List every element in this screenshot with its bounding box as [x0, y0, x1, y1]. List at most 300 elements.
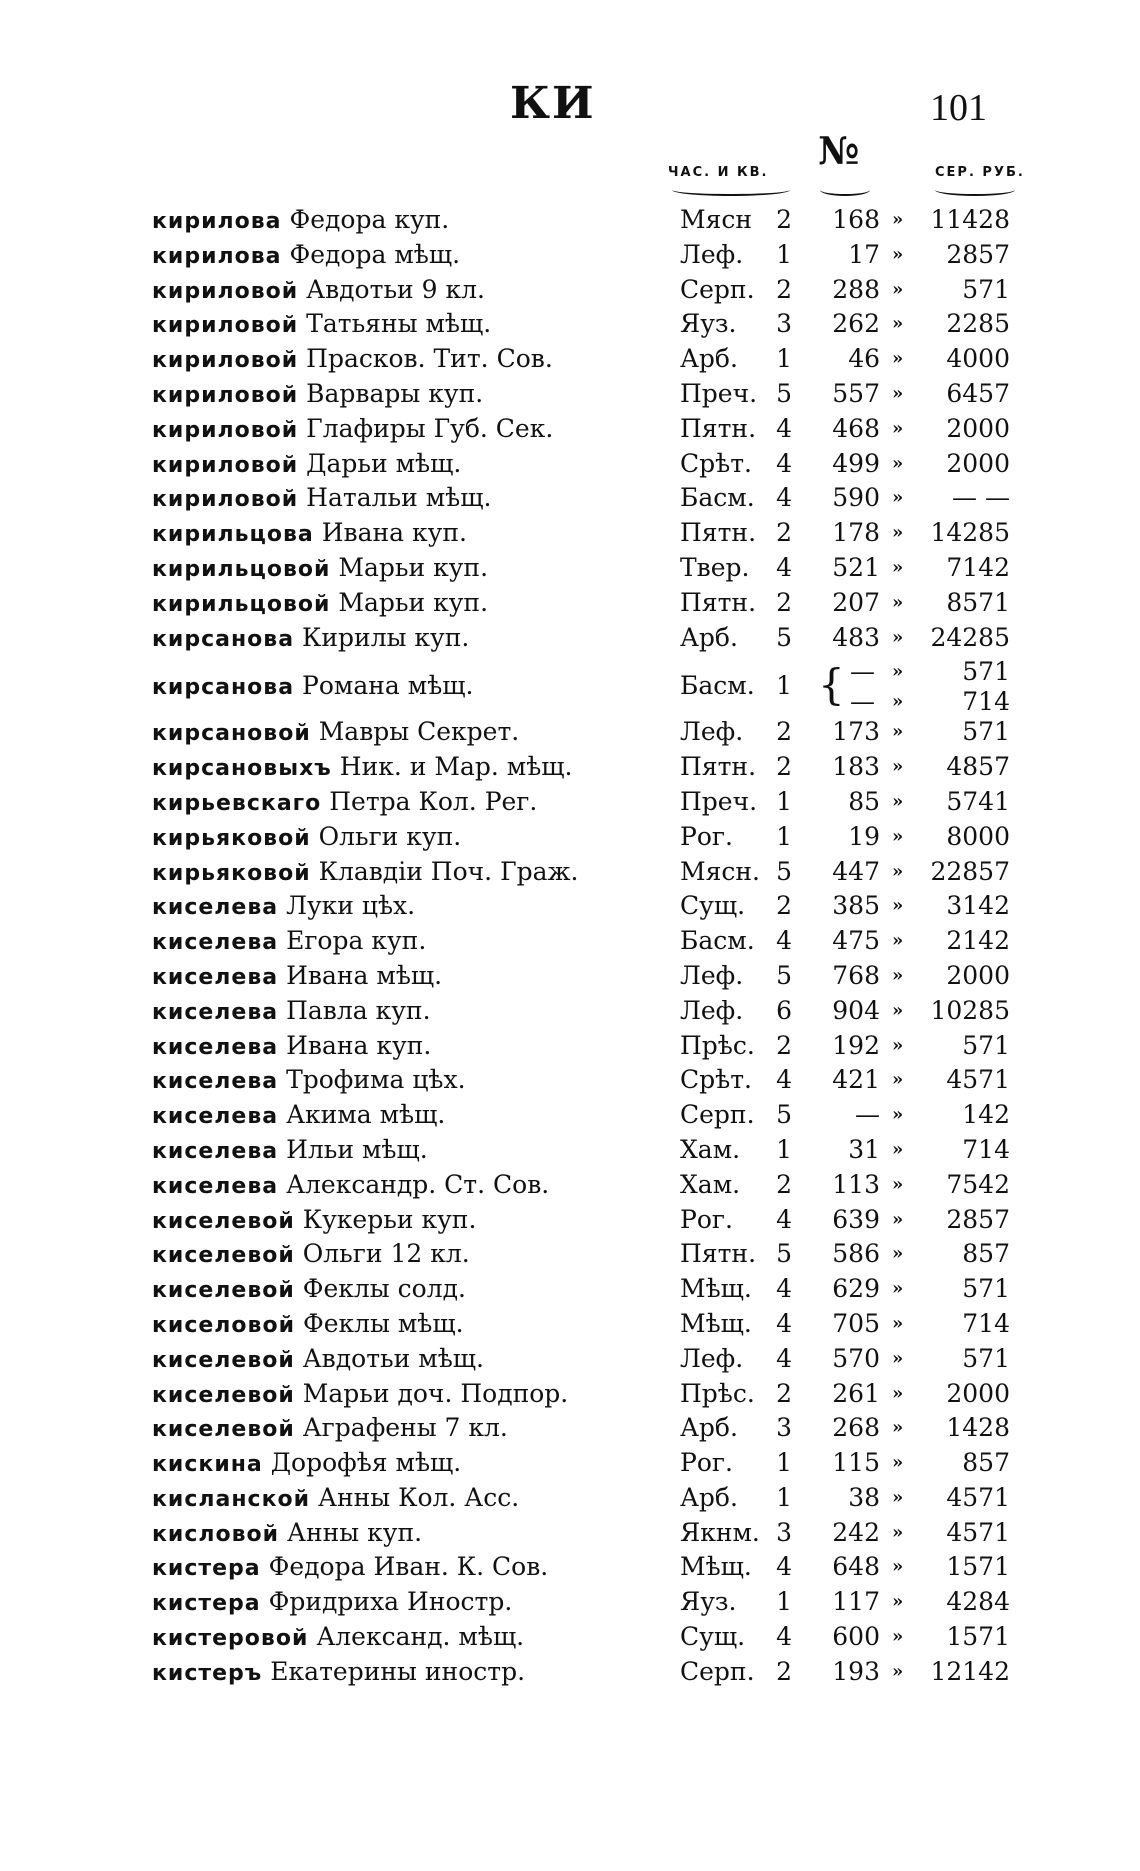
- entry-part-number: 3: [776, 309, 792, 339]
- entry-name: [152, 1585, 512, 1621]
- entry-part-name: Серп.: [680, 1656, 755, 1686]
- entry-name: [152, 1550, 548, 1586]
- entry-part-number: 1: [776, 1587, 792, 1617]
- entry-surname: киселева: [152, 964, 279, 990]
- entry-surname: киселева: [152, 1069, 279, 1095]
- entry-part: [680, 994, 792, 1028]
- entry-rubles: 571: [962, 717, 1010, 747]
- entry-part: [680, 1516, 792, 1550]
- entry-part-name: Пятн.: [680, 518, 757, 548]
- entry-number-dash: —: [850, 687, 875, 717]
- table-row: [0, 959, 1140, 994]
- entry-rubles: 11428: [930, 205, 1010, 234]
- table-row: [0, 1063, 1140, 1098]
- entry-surname: кистера: [152, 1556, 261, 1582]
- entry-part-name: Пятн.: [680, 413, 757, 443]
- entry-surname: киселевой: [152, 1243, 295, 1269]
- entry-given-name: Глафиры Губ. Сек.: [306, 413, 554, 443]
- entry-number: 19: [848, 821, 880, 851]
- entry-rubles: 2000: [946, 960, 1010, 990]
- entry-part-number: 2: [776, 1656, 792, 1686]
- entry-rubles: 5741: [946, 786, 1010, 816]
- entry-ditto-mark: »: [892, 964, 904, 986]
- entry-part-number: 4: [776, 1343, 792, 1373]
- entry-part-number: 4: [776, 1622, 792, 1652]
- entry-number: 629: [832, 1274, 880, 1304]
- table-row: [0, 1307, 1140, 1342]
- entry-ditto-mark: »: [892, 895, 904, 917]
- entry-part: [680, 924, 792, 958]
- entry-given-name: Романа мѣщ.: [302, 671, 474, 701]
- entry-surname: киселевой: [152, 1347, 295, 1373]
- entry-part-name: Пятн.: [680, 1239, 757, 1269]
- entry-number: 242: [832, 1517, 880, 1547]
- entry-ditto-mark: »: [892, 1417, 904, 1439]
- entry-rubles: 4857: [946, 752, 1010, 782]
- entry-given-name: Трофима цѣх.: [286, 1065, 466, 1095]
- entry-part-name: Срѣт.: [680, 1065, 752, 1095]
- entry-rubles: 4000: [946, 344, 1010, 374]
- entry-part-number: 4: [776, 1308, 792, 1338]
- entry-given-name: Марьи куп.: [338, 587, 489, 617]
- entry-ditto-mark: »: [892, 243, 904, 265]
- entry-ditto-mark: »: [892, 313, 904, 335]
- entry-given-name: Феклы мѣщ.: [302, 1308, 464, 1338]
- entry-part-number: 3: [776, 1517, 792, 1547]
- entry-name: [152, 1307, 464, 1343]
- entry-part-number: 5: [776, 856, 792, 886]
- entry-given-name: Павла куп.: [286, 995, 431, 1025]
- entry-part-number: 2: [776, 752, 792, 782]
- entry-surname: киселевой: [152, 1208, 295, 1234]
- entry-part: [680, 551, 792, 585]
- entry-rubles: 8000: [946, 821, 1010, 851]
- table-row: [0, 1133, 1140, 1168]
- entry-surname: кистеръ: [152, 1660, 263, 1686]
- entry-part: [680, 1655, 792, 1689]
- entry-number: 586: [832, 1239, 880, 1269]
- entry-surname: кириловой: [152, 452, 299, 478]
- entry-ditto-mark: »: [892, 487, 904, 509]
- entry-name: [152, 959, 442, 995]
- entry-surname: кирильцовой: [152, 591, 331, 617]
- table-row: [0, 820, 1140, 855]
- entry-part: [680, 307, 792, 341]
- entry-name: [152, 1272, 466, 1308]
- entry-rubles: 4571: [946, 1065, 1010, 1095]
- entry-rubles: 714: [962, 687, 1010, 717]
- entry-part: [680, 1307, 792, 1341]
- table-row: [0, 715, 1140, 750]
- entry-part: [680, 238, 792, 272]
- table-row: [0, 1237, 1140, 1272]
- entry-part-name: Сущ.: [680, 1622, 746, 1652]
- entry-part-number: 2: [776, 587, 792, 617]
- entry-ditto-mark: »: [892, 278, 904, 300]
- entry-part-name: Хам.: [680, 1169, 741, 1199]
- entry-surname: кирьяковой: [152, 825, 311, 851]
- entry-ditto-mark: »: [892, 1521, 904, 1543]
- entry-rubles: 22857: [930, 856, 1010, 886]
- entry-ditto-mark: »: [892, 1486, 904, 1508]
- entry-number: 17: [848, 239, 880, 269]
- entry-brace: {: [818, 660, 845, 710]
- entry-part: [680, 447, 792, 481]
- entry-name: [152, 1133, 428, 1169]
- entry-rubles: 4571: [946, 1482, 1010, 1512]
- entry-surname: кириловой: [152, 313, 299, 339]
- entry-ditto-mark: »: [892, 1243, 904, 1265]
- entry-given-name: Дарьи мѣщ.: [306, 448, 462, 478]
- entry-part-name: Мѣщ.: [680, 1308, 752, 1338]
- entry-ditto-mark: »: [892, 556, 904, 578]
- table-row: [0, 203, 1140, 238]
- entry-number: 46: [848, 344, 880, 374]
- entry-part-number: 4: [776, 483, 792, 513]
- entry-name: [152, 669, 473, 705]
- entry-part: [680, 1029, 792, 1063]
- entry-part-number: 4: [776, 1065, 792, 1095]
- entry-rubles: 24285: [930, 622, 1010, 652]
- entry-ditto-mark: »: [892, 999, 904, 1021]
- entry-rubles: 6457: [946, 378, 1010, 408]
- table-row: [0, 1585, 1140, 1620]
- entry-rubles: 12142: [930, 1656, 1010, 1686]
- entry-part-name: Серп.: [680, 1100, 755, 1130]
- entry-part: [680, 1168, 792, 1202]
- entry-given-name: Дорофѣя мѣщ.: [270, 1448, 462, 1478]
- table-row: [0, 1377, 1140, 1412]
- entry-rubles: 2857: [946, 1204, 1010, 1234]
- entry-number: 115: [832, 1448, 880, 1478]
- entry-name: [152, 1446, 461, 1482]
- entry-given-name: Кирилы куп.: [302, 622, 470, 652]
- table-row: [0, 1655, 1140, 1690]
- entry-part: [680, 342, 792, 376]
- entry-part-name: Яуз.: [680, 309, 737, 339]
- entry-ditto-mark: »: [892, 661, 904, 683]
- entry-surname: кистера: [152, 1591, 261, 1617]
- entry-part-name: Рог.: [680, 1204, 733, 1234]
- entry-part-name: Леф.: [680, 717, 744, 747]
- entry-surname: кириловой: [152, 417, 299, 443]
- table-row: [0, 785, 1140, 820]
- entry-rubles: 14285: [930, 518, 1010, 548]
- entry-part-number: 1: [776, 1448, 792, 1478]
- entry-number: 183: [832, 752, 880, 782]
- entry-name: [152, 1098, 445, 1134]
- table-row: [0, 655, 1140, 715]
- entry-part-name: Прѣс.: [680, 1030, 755, 1060]
- table-row: [0, 1411, 1140, 1446]
- entry-name: [152, 1342, 484, 1378]
- entry-name: [152, 1516, 422, 1552]
- entry-given-name: Прасков. Тит. Сов.: [306, 344, 553, 374]
- entry-part-number: 1: [776, 786, 792, 816]
- entry-part: [680, 1411, 792, 1445]
- entry-part-number: 2: [776, 891, 792, 921]
- table-row: [0, 447, 1140, 482]
- table-row: [0, 1446, 1140, 1481]
- entry-ditto-mark: »: [892, 1278, 904, 1300]
- entry-number: 193: [832, 1656, 880, 1686]
- entry-part: [680, 669, 792, 703]
- entry-name: [152, 307, 491, 343]
- entry-part-number: 4: [776, 1204, 792, 1234]
- table-row: [0, 1516, 1140, 1551]
- entry-number: 904: [832, 995, 880, 1025]
- entry-part-number: 4: [776, 552, 792, 582]
- entry-given-name: Федора мѣщ.: [289, 239, 461, 269]
- entry-number: 117: [832, 1587, 880, 1617]
- table-row: [0, 889, 1140, 924]
- entry-part: [680, 1063, 792, 1097]
- table-row: [0, 1203, 1140, 1238]
- entry-ditto-mark: »: [892, 756, 904, 778]
- column-header-number: №: [818, 128, 860, 173]
- entry-rubles: 1428: [946, 1413, 1010, 1443]
- entry-part: [680, 1237, 792, 1271]
- entry-ditto-mark: »: [892, 1660, 904, 1682]
- entry-given-name: Мавры Секрет.: [318, 717, 520, 747]
- entry-part-name: Преч.: [680, 378, 758, 408]
- table-row: [0, 1342, 1140, 1377]
- entry-rubles: 1571: [946, 1552, 1010, 1582]
- entry-surname: кирсановой: [152, 721, 311, 747]
- entry-part-number: 1: [776, 1482, 792, 1512]
- entry-name: [152, 1655, 525, 1691]
- entry-given-name: Татьяны мѣщ.: [306, 309, 492, 339]
- table-row: [0, 1481, 1140, 1516]
- entry-part: [680, 959, 792, 993]
- entry-ditto-mark: »: [892, 1382, 904, 1404]
- entry-surname: кисловой: [152, 1521, 280, 1547]
- entry-name: [152, 551, 488, 587]
- entry-part-number: 4: [776, 1552, 792, 1582]
- entry-ditto-mark: »: [892, 930, 904, 952]
- table-row: [0, 342, 1140, 377]
- entry-part: [680, 621, 792, 655]
- entry-ditto-mark: »: [892, 591, 904, 613]
- entry-given-name: Акима мѣщ.: [286, 1100, 446, 1130]
- entry-surname: кирьевскаго: [152, 790, 322, 816]
- entry-name: [152, 1237, 470, 1273]
- table-row: [0, 551, 1140, 586]
- entry-part-name: Хам.: [680, 1134, 741, 1164]
- table-row: [0, 994, 1140, 1029]
- entry-given-name: Анны куп.: [287, 1517, 423, 1547]
- entry-part-number: 1: [776, 239, 792, 269]
- entry-part-number: 1: [776, 821, 792, 851]
- entry-rubles: 857: [962, 1448, 1010, 1478]
- entry-name: [152, 855, 578, 891]
- entry-part-name: Преч.: [680, 786, 758, 816]
- entry-given-name: Ивана куп.: [286, 1030, 432, 1060]
- entry-part: [680, 1481, 792, 1515]
- table-row: [0, 1550, 1140, 1585]
- entry-given-name: Егора куп.: [286, 926, 427, 956]
- entry-given-name: Авдотьи мѣщ.: [302, 1343, 484, 1373]
- entry-number: 113: [832, 1169, 880, 1199]
- entry-given-name: Екатерины иностр.: [270, 1656, 526, 1686]
- column-brace-rubles: [935, 184, 1015, 196]
- entry-part: [680, 1620, 792, 1654]
- entry-ditto-mark: »: [892, 1069, 904, 1091]
- entry-given-name: Александр. Ст. Сов.: [286, 1169, 550, 1199]
- entry-surname: киселева: [152, 895, 279, 921]
- entry-surname: кискина: [152, 1452, 263, 1478]
- entry-rubles: 571: [962, 657, 1010, 687]
- entry-part-name: Пятн.: [680, 752, 757, 782]
- entry-surname: киселева: [152, 1173, 279, 1199]
- entry-ditto-mark: »: [892, 1208, 904, 1230]
- entry-rubles: 142: [962, 1100, 1010, 1130]
- table-row: [0, 1620, 1140, 1655]
- entry-surname: кириловой: [152, 382, 299, 408]
- entry-ditto-mark: »: [892, 522, 904, 544]
- entry-ditto-mark: »: [892, 691, 904, 713]
- entry-part-number: 6: [776, 995, 792, 1025]
- entry-part-name: Мѣщ.: [680, 1274, 752, 1304]
- entry-given-name: Натальи мѣщ.: [306, 483, 492, 513]
- entry-given-name: Ник. и Мар. мѣщ.: [339, 752, 573, 782]
- table-row: [0, 307, 1140, 342]
- entry-part-number: 1: [776, 671, 792, 701]
- entry-part-number: 2: [776, 518, 792, 548]
- entry-name: [152, 1168, 549, 1204]
- entry-part: [680, 412, 792, 446]
- entry-given-name: Александ. мѣщ.: [316, 1622, 525, 1652]
- entry-surname: кирсанова: [152, 626, 295, 652]
- entry-number: 648: [832, 1552, 880, 1582]
- entry-part-name: Яуз.: [680, 1587, 737, 1617]
- entry-part-number: 2: [776, 205, 792, 234]
- entry-number: 557: [832, 378, 880, 408]
- entry-part-name: Арб.: [680, 1413, 738, 1443]
- column-brace-part: [672, 184, 790, 196]
- entry-part: [680, 377, 792, 411]
- entry-name: [152, 481, 491, 517]
- entry-given-name: Федора куп.: [289, 205, 450, 234]
- entry-surname: киселевой: [152, 1382, 295, 1408]
- entry-surname: кирьяковой: [152, 860, 311, 886]
- entry-part-name: Серп.: [680, 274, 755, 304]
- entry-part: [680, 1203, 792, 1237]
- entry-name: [152, 785, 537, 821]
- entry-part-name: Арб.: [680, 1482, 738, 1512]
- entry-name: [152, 621, 469, 657]
- entry-ditto-mark: »: [892, 1591, 904, 1613]
- entry-rubles: 571: [962, 1274, 1010, 1304]
- entry-part-number: 5: [776, 1100, 792, 1130]
- entry-ditto-mark: »: [892, 1347, 904, 1369]
- entry-part-name: Леф.: [680, 1343, 744, 1373]
- entry-rubles: 2857: [946, 239, 1010, 269]
- entry-ditto-mark: »: [892, 1173, 904, 1195]
- entry-part-number: 5: [776, 960, 792, 990]
- entry-surname: киселева: [152, 1034, 279, 1060]
- table-row: [0, 238, 1140, 273]
- table-row: [0, 273, 1140, 308]
- entry-part: [680, 1272, 792, 1306]
- entry-ditto-mark: »: [892, 721, 904, 743]
- table-row: [0, 855, 1140, 890]
- entry-name: [152, 994, 431, 1030]
- entry-part-name: Сущ.: [680, 891, 746, 921]
- entry-part: [680, 1550, 792, 1584]
- entry-name: [152, 715, 519, 751]
- table-row: [0, 1098, 1140, 1133]
- entry-ditto-mark: »: [892, 382, 904, 404]
- entry-part-name: Арб.: [680, 622, 738, 652]
- entry-part-number: 2: [776, 274, 792, 304]
- entry-part-name: Басм.: [680, 926, 755, 956]
- entry-part-name: Леф.: [680, 239, 744, 269]
- entry-surname: кирильцовой: [152, 556, 331, 582]
- table-row: [0, 516, 1140, 551]
- entry-part-number: 5: [776, 1239, 792, 1269]
- entry-rubles: 8571: [946, 587, 1010, 617]
- entry-rubles: 10285: [930, 995, 1010, 1025]
- entry-number: 288: [832, 274, 880, 304]
- entry-number: 468: [832, 413, 880, 443]
- entry-number: 483: [832, 622, 880, 652]
- entry-name: [152, 377, 483, 413]
- entry-part: [680, 1133, 792, 1167]
- entry-name: [152, 238, 460, 274]
- entry-given-name: Ивана мѣщ.: [286, 960, 443, 990]
- entry-given-name: Варвары куп.: [306, 378, 484, 408]
- entry-ditto-mark: »: [892, 1138, 904, 1160]
- entry-part-number: 2: [776, 1378, 792, 1408]
- entry-number: 639: [832, 1204, 880, 1234]
- entry-part: [680, 889, 792, 923]
- entry-surname: кирсанова: [152, 675, 295, 701]
- entry-name: [152, 1481, 519, 1517]
- entry-given-name: Фридриха Иностр.: [268, 1587, 513, 1617]
- entry-ditto-mark: »: [892, 1452, 904, 1474]
- entry-number: 178: [832, 518, 880, 548]
- entry-ditto-mark: »: [892, 348, 904, 370]
- entry-name: [152, 516, 467, 552]
- entry-number: 570: [832, 1343, 880, 1373]
- entry-rubles: 2142: [946, 926, 1010, 956]
- entry-rubles: 7142: [946, 552, 1010, 582]
- entry-surname: кириловой: [152, 348, 299, 374]
- entry-surname: кириловой: [152, 487, 299, 513]
- entry-surname: киселевой: [152, 1278, 295, 1304]
- entry-rubles: 714: [962, 1134, 1010, 1164]
- entry-part: [680, 481, 792, 515]
- entry-part: [680, 1342, 792, 1376]
- entry-part: [680, 273, 792, 307]
- entry-part-number: 3: [776, 1413, 792, 1443]
- entry-given-name: Анны Кол. Асс.: [318, 1482, 520, 1512]
- entry-part-name: Твер.: [680, 552, 750, 582]
- entry-surname: кирилова: [152, 209, 282, 234]
- entry-part: [680, 715, 792, 749]
- entry-surname: киселевой: [152, 1417, 295, 1443]
- entry-given-name: Ольги куп.: [318, 821, 462, 851]
- entry-part-name: Леф.: [680, 960, 744, 990]
- entry-ditto-mark: »: [892, 417, 904, 439]
- entry-number: 385: [832, 891, 880, 921]
- entry-name: [152, 1203, 476, 1239]
- entry-given-name: Федора Иван. К. Сов.: [268, 1552, 549, 1582]
- entry-part-number: 1: [776, 344, 792, 374]
- entry-name: [152, 412, 553, 448]
- entry-ditto-mark: »: [892, 790, 904, 812]
